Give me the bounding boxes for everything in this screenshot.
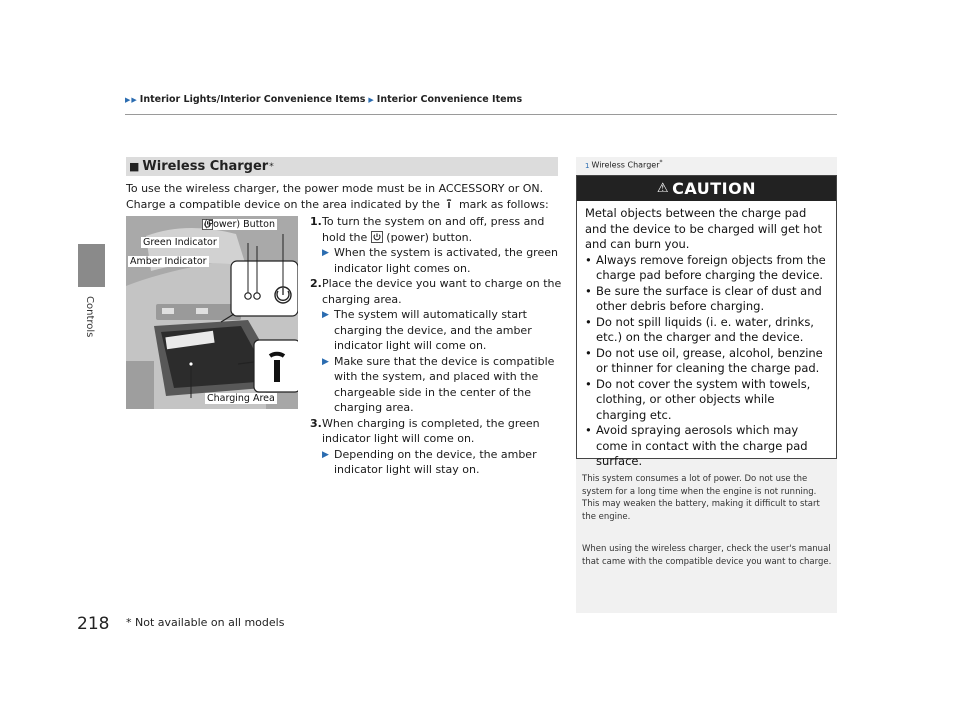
panel-title: 1 Wireless Charger* [585,159,663,170]
warning-icon: ⚠ [656,181,670,196]
user-manual-note: When using the wireless charger, check the user's manual that came with the compatible device you want to charge. [582,544,832,567]
step-1-result: ▶ When the system is activated, the green indicator light comes on. [322,246,558,275]
chapter-tab [78,244,105,287]
breadcrumb-item[interactable]: Interior Convenience Items [376,94,523,105]
step-2-result: ▶ The system will automatically start charging the device, and the amber indicator light will come on. [322,308,532,352]
intro-line: Charge a compatible device on the area indicated by the mark as follows: [126,197,549,211]
caution-item: • Avoid spraying aerosols which may come in contact with the charge pad surface. [585,423,808,468]
caution-item: • Always remove foreign objects from the charge pad before charging the device. [585,252,826,282]
result-arrow-icon: ▶ [322,449,329,460]
header-divider [125,114,837,115]
caution-item: • Do not cover the system with towels, clothing, or other objects while charging etc. [585,376,811,422]
power-icon [202,219,213,230]
power-icon [371,231,383,243]
result-arrow-icon: ▶ [322,248,329,258]
breadcrumb-item[interactable]: Interior Lights/Interior Convenience Items [139,94,366,105]
breadcrumb-arrow-icon: ▶ [125,95,131,104]
availability-asterisk: * [269,161,274,172]
result-arrow-icon: ▶ [322,356,329,367]
caution-intro: Metal objects between the charge pad and the device to be charged will get hot and can burn you. [585,206,823,251]
caution-box [576,175,837,468]
step-2-result: ▶ Make sure that the device is compatible with the system, and placed with the chargeable side in the center of the charging area. [322,354,555,414]
qi-mark-icon [443,198,455,210]
section-title: Wireless Charger [142,159,269,174]
caution-list [585,253,828,470]
caution-body [577,201,836,470]
breadcrumb [125,94,522,105]
step-2: 2. Place the device you want to charge on the charging area. [310,277,562,306]
charging-steps [310,214,566,478]
green-indicator-callout: Green Indicator [143,237,217,248]
caution-header: ⚠ CAUTION [577,176,836,201]
wireless-charger-illustration [126,216,298,409]
power-button-callout: (Power) Button [204,219,275,230]
amber-indicator-callout: Amber Indicator [130,256,207,267]
reference-mark: 1 [585,161,590,170]
breadcrumb-separator-icon: ▶ [368,95,374,104]
step-1: 1. To turn the system on and off, press and hold the (power) button. [310,215,545,244]
step-3: 3. When charging is completed, the green indicator light will come on. [310,416,540,445]
charging-area-callout: Charging Area [207,393,275,404]
caution-item: • Do not spill liquids (i. e. water, drinks, etc.) on the charger and the device. [585,314,814,344]
result-arrow-icon: ▶ [322,310,329,320]
intro-line: To use the wireless charger, the power mode must be in ACCESSORY or ON. [126,182,544,195]
intro-text [126,181,566,212]
power-consumption-note: This system consumes a lot of power. Do not use the system for a long time when the engine is not running. This may weaken the battery, making it difficult to start the engine. [582,474,820,522]
page-number: 218 [77,614,110,634]
section-marker-icon: ■ [129,160,140,173]
footnote: * Not available on all models [126,616,285,629]
step-3-result: ▶ Depending on the device, the amber indicator light will stay on. [322,447,537,476]
caution-item: • Be sure the surface is clear of dust and other debris before charging. [585,283,822,313]
section-heading [126,157,558,176]
caution-item: • Do not use oil, grease, alcohol, benzine or thinner for cleaning the charge pad. [585,345,823,375]
chapter-label: Controls [84,296,95,338]
breadcrumb-arrow-icon: ▶ [131,95,137,104]
